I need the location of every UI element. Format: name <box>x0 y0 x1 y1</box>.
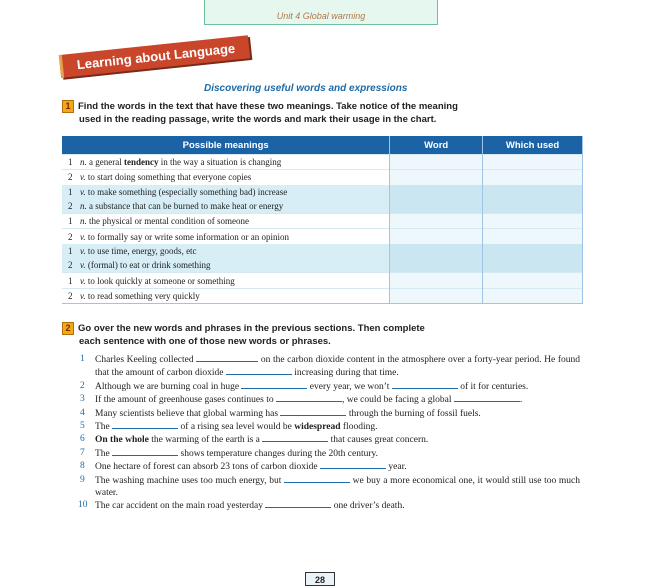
part-of-speech: v. <box>80 172 86 183</box>
question-text: The washing machine uses too much energy, but <box>95 475 285 486</box>
question-text: every year, we won’t <box>307 381 392 392</box>
which-used-cell[interactable] <box>483 288 583 303</box>
meaning-number: 1 <box>68 216 73 227</box>
part-of-speech: v. <box>80 245 86 256</box>
question-text: on the carbon dioxide content in the atmosphere over a forty-year period. He found that the amount of carbon dioxide <box>95 355 580 379</box>
exercise-item <box>80 499 580 512</box>
question-text: One hectare of forest can absorb 23 tons of carbon dioxide <box>95 462 321 473</box>
question-number: 6 <box>80 434 85 445</box>
which-used-cell[interactable] <box>483 199 583 214</box>
question-text: flooding. <box>340 422 378 433</box>
meaning-number: 1 <box>68 275 73 286</box>
meaning-cell <box>62 170 390 185</box>
chart-row <box>62 288 583 303</box>
question-text: Although we are burning coal in huge <box>95 381 242 392</box>
meaning-text: to make something (especially something bad) increase <box>85 186 288 197</box>
which-used-cell[interactable] <box>483 258 583 273</box>
word-answer-cell[interactable] <box>390 185 483 199</box>
meaning-keyword: tendency <box>123 157 159 168</box>
exercise-item <box>80 393 580 406</box>
chart-row <box>62 185 583 199</box>
word-answer-cell[interactable] <box>390 273 483 288</box>
question-text: the warming of the earth is a <box>148 435 263 446</box>
section-subtitle: Discovering useful words and expressions <box>204 83 408 94</box>
chart-row <box>62 155 583 170</box>
header-which-used: Which used <box>483 136 583 155</box>
question-text: shows temperature changes during the 20th century. <box>178 448 379 459</box>
question-number: 1 <box>80 354 85 364</box>
chart-row <box>62 273 583 288</box>
question-text: The <box>95 422 113 433</box>
task-2-instructions <box>62 322 582 348</box>
word-answer-cell[interactable] <box>390 199 483 214</box>
task-number-badge: 2 <box>62 322 74 335</box>
section-banner <box>59 35 250 78</box>
exercise-list <box>80 353 580 513</box>
meaning-text: to read something very quickly <box>85 290 200 301</box>
meaning-cell <box>62 229 390 244</box>
which-used-cell[interactable] <box>483 155 583 170</box>
header-possible-meanings: Possible meanings <box>62 136 390 155</box>
question-text: If the amount of greenhouse gases continues to <box>95 395 276 406</box>
question-number: 10 <box>78 500 88 511</box>
meaning-cell <box>62 273 390 288</box>
part-of-speech: n. <box>80 216 87 227</box>
meaning-text: (formal) to eat or drink something <box>85 260 211 271</box>
part-of-speech: v. <box>80 260 86 271</box>
meaning-number: 2 <box>68 201 73 212</box>
question-text: of it for centuries. <box>457 381 529 392</box>
word-answer-cell[interactable] <box>390 155 483 170</box>
task-1-line-1: Find the words in the text that have these two meanings. Take notice of the meaning <box>78 101 458 112</box>
meaning-number: 1 <box>68 186 73 197</box>
meaning-text: to use time, energy, goods, etc <box>85 245 197 256</box>
key-word: widespread <box>294 422 341 433</box>
answer-blank[interactable] <box>241 380 307 389</box>
answer-blank[interactable] <box>320 460 386 469</box>
which-used-cell[interactable] <box>483 185 583 199</box>
meaning-number: 1 <box>68 245 73 256</box>
word-answer-cell[interactable] <box>390 214 483 229</box>
exercise-item <box>80 420 580 433</box>
answer-blank[interactable] <box>226 366 292 375</box>
answer-blank[interactable] <box>112 420 178 429</box>
question-number: 7 <box>80 447 85 458</box>
question-text: The <box>95 448 113 459</box>
word-answer-cell[interactable] <box>390 229 483 244</box>
question-text: we buy a more economical one, it would still use too much water. <box>95 475 580 499</box>
chart-row <box>62 244 583 258</box>
answer-blank[interactable] <box>284 474 350 483</box>
question-text: one driver’s death. <box>331 501 405 512</box>
answer-blank[interactable] <box>280 407 346 416</box>
question-text: , we could be facing a global <box>341 395 454 406</box>
question-text: that causes great concern. <box>328 435 429 446</box>
meaning-number: 1 <box>68 157 73 168</box>
meaning-text: a substance that can be burned to make heat or energy <box>86 201 284 212</box>
meaning-cell <box>62 185 390 199</box>
meaning-text: to start doing something that everyone copies <box>85 172 252 183</box>
header-word: Word <box>390 136 483 155</box>
meaning-text: the physical or mental condition of someone <box>86 216 249 227</box>
task-number-badge: 1 <box>62 100 74 113</box>
which-used-cell[interactable] <box>483 273 583 288</box>
question-text: year. <box>386 462 407 473</box>
answer-blank[interactable] <box>196 353 258 362</box>
part-of-speech: v. <box>80 275 86 286</box>
meaning-cell <box>62 244 390 258</box>
chart-row <box>62 199 583 214</box>
chart-header-row <box>62 136 583 155</box>
answer-blank[interactable] <box>262 433 328 442</box>
question-text: through the burning of fossil fuels. <box>346 408 481 419</box>
exercise-item <box>80 353 580 380</box>
question-number: 4 <box>80 407 85 418</box>
task-2-line-2: each sentence with one of those new words or phrases. <box>79 335 331 347</box>
part-of-speech: n. <box>80 157 87 168</box>
answer-blank[interactable] <box>454 393 520 402</box>
part-of-speech: v. <box>80 231 86 242</box>
answer-blank[interactable] <box>276 393 342 402</box>
task-1-line-2: used in the reading passage, write the words and mark their usage in the chart. <box>79 113 437 125</box>
part-of-speech: v. <box>80 290 86 301</box>
exercise-item <box>80 433 580 446</box>
answer-blank[interactable] <box>112 447 178 456</box>
chart-row <box>62 258 583 273</box>
question-text: Many scientists believe that global warming has <box>95 408 281 419</box>
meanings-chart <box>62 136 583 304</box>
exercise-item <box>80 380 580 393</box>
question-text: . <box>519 395 523 406</box>
key-phrase: On the whole <box>95 435 149 446</box>
exercise-item <box>80 474 580 500</box>
meaning-number: 2 <box>68 260 73 271</box>
answer-blank[interactable] <box>265 499 331 508</box>
which-used-cell[interactable] <box>483 244 583 258</box>
word-answer-cell[interactable] <box>390 244 483 258</box>
meaning-text: a general <box>86 157 124 168</box>
exercise-item <box>80 407 580 420</box>
part-of-speech: v. <box>80 186 86 197</box>
meaning-cell <box>62 199 390 214</box>
exercise-item <box>80 460 580 473</box>
section-banner-title: Learning about Language <box>59 35 250 78</box>
which-used-cell[interactable] <box>483 229 583 244</box>
chart-row <box>62 229 583 244</box>
meaning-text: to formally say or write some information or an opinion <box>85 231 290 242</box>
which-used-cell[interactable] <box>483 170 583 185</box>
meaning-text: to look quickly at someone or something <box>85 275 235 286</box>
unit-title: Unit 4 Global warming <box>276 11 366 21</box>
chart-row <box>62 170 583 185</box>
meaning-cell <box>62 288 390 303</box>
question-number: 2 <box>80 380 85 391</box>
word-answer-cell[interactable] <box>390 170 483 185</box>
which-used-cell[interactable] <box>483 214 583 229</box>
meaning-number: 2 <box>68 231 73 242</box>
meaning-cell <box>62 155 390 170</box>
question-text: of a rising sea level would be <box>178 422 295 433</box>
question-number: 3 <box>80 394 85 405</box>
question-text: The car accident on the main road yesterday <box>95 501 266 512</box>
meaning-number: 2 <box>68 172 73 183</box>
question-number: 8 <box>80 461 85 472</box>
question-number: 5 <box>80 421 85 432</box>
meaning-number: 2 <box>68 290 73 301</box>
meaning-cell <box>62 258 390 273</box>
meaning-cell <box>62 214 390 229</box>
question-text: increasing during that time. <box>291 368 399 379</box>
page-number: 28 <box>305 572 335 586</box>
word-answer-cell[interactable] <box>390 258 483 273</box>
task-2-line-1: Go over the new words and phrases in the previous sections. Then complete <box>78 323 425 334</box>
part-of-speech: n. <box>80 201 87 212</box>
task-1-instructions <box>62 100 582 126</box>
word-answer-cell[interactable] <box>390 288 483 303</box>
question-number: 9 <box>80 474 85 485</box>
exercise-item <box>80 447 580 460</box>
answer-blank[interactable] <box>392 380 458 389</box>
question-text: Charles Keeling collected <box>95 355 197 365</box>
unit-header <box>204 0 438 25</box>
chart-row <box>62 214 583 229</box>
meaning-text: in the way a situation is changing <box>158 157 282 168</box>
